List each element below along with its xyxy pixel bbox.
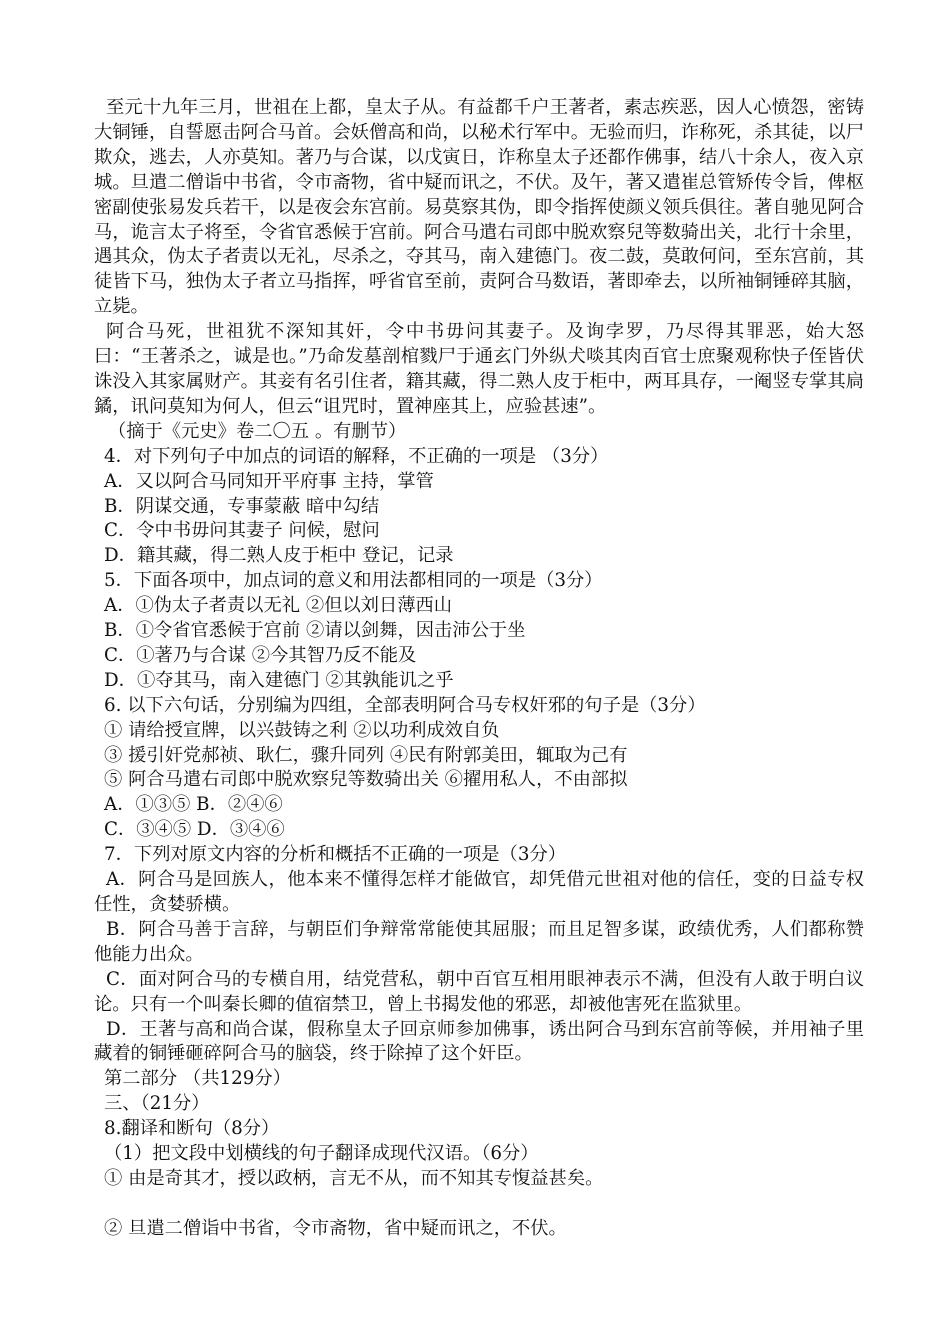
- q7-option-d: D．王著与高和尚合谋，假称皇太子回京师参加佛事，诱出阿合马到东宫前等候，并用袖子里藏着的铜锤砸碎阿合马的脑袋，终于除掉了这个奸臣。: [94, 1018, 864, 1065]
- q5-option-b: B．①令省官悉候于宫前 ②请以剑舞，因击沛公于坐: [104, 620, 526, 642]
- document-content: [94, 96, 864, 1242]
- part2-heading: 第二部分 （共129分）: [104, 1068, 291, 1090]
- q7-option-b: B．阿合马善于言辞，与朝臣们争辩常常能使其屈服；而且足智多谋，政绩优秀，人们都称赞他能力出众。: [94, 918, 864, 965]
- q8-part1-instruction: （1）把文段中划横线的句子翻译成现代汉语。（6分）: [104, 1143, 539, 1165]
- q6-options-cd: C．③④⑤ D．③④⑥: [104, 819, 285, 841]
- q7-stem: 7．下列对原文内容的分析和概括不正确的一项是（3分）: [104, 844, 567, 866]
- q4-option-d: D．籍其藏，得二熟人皮于柜中 登记，记录: [104, 545, 454, 567]
- q4-option-c: C．令中书毋问其妻子 问候，慰问: [104, 520, 380, 542]
- q5-stem: 5．下面各项中，加点词的意义和用法都相同的一项是（3分）: [104, 570, 603, 592]
- q5-option-d: D．①夺其马，南入建德门 ②其孰能讥之乎: [104, 669, 454, 691]
- q7-option-a: A．阿合马是回族人，他本来不懂得怎样才能做官，却凭借元世祖对他的信任，变的日益专权任性，贪婪骄横。: [94, 869, 864, 915]
- passage-source: （摘于《元史》卷二〇五 。有删节）: [108, 420, 407, 442]
- q6-sentences-row-2: ③ 援引奸党郝祯、耿仁，骤升同列 ④民有附郭美田，辄取为己有: [104, 744, 628, 766]
- q4-option-a: A．又以阿合马同知开平府事 主持，掌管: [104, 470, 434, 492]
- passage-paragraph-2: 阿合马死，世祖犹不深知其奸，令中书毋问其妻子。及询孛罗，乃尽得其罪恶，始大怒曰：“王著杀之，诚是也。”乃命发墓剖棺戮尸于通玄门外纵犬啖其肉百官士庶聚观称快子侄皆伏诛没入其家属财产。其妾有名引住者，籍其藏，得二熟人皮于柜中，两耳具存，一阉竖专掌其扃鐍，讯问莫知为何人，但云“诅咒时，置神座其上，应验甚速”。: [94, 321, 864, 417]
- q8-sentence-1: ① 由是奇其才，授以政柄，言无不从，而不知其专愎益甚矣。: [104, 1167, 604, 1189]
- q4-stem: 4．对下列句子中加点的词语的解释，不正确的一项是 （3分）: [104, 445, 609, 467]
- q7-option-c: C．面对阿合马的专横自用，结党营私，朝中百官互相用眼神表示不满，但没有人敢于明白议论。只有一个叫秦长卿的值宿禁卫，曾上书揭发他的邪恶，却被他害死在监狱里。: [94, 968, 864, 1015]
- section-three-heading: 三、（21分）: [104, 1093, 210, 1115]
- q5-option-c: C．①著乃与合谋 ②今其智乃反不能及: [104, 644, 417, 666]
- q6-stem: 6. 以下六句话，分别编为四组，全部表明阿合马专权奸邪的句子是（3分）: [104, 694, 706, 716]
- q6-sentences-row-1: ① 请给授宣牌，以兴鼓铸之利 ②以功利成效自负: [104, 719, 500, 741]
- q5-option-a: A．①伪太子者责以无礼 ②但以刘日薄西山: [104, 595, 453, 617]
- q8-sentence-2: ② 旦遣二僧诣中书省，令市斋物，省中疑而讯之，不伏。: [104, 1217, 567, 1239]
- answer-space: [94, 1192, 864, 1217]
- q8-heading: 8.翻译和断句（8分）: [104, 1118, 280, 1140]
- q6-sentences-row-3: ⑤ 阿合马遣右司郎中脱欢察兒等数骑出关 ⑥擢用私人，不由部拟: [104, 769, 628, 791]
- q6-options-ab: A．①③⑤ B．②④⑥: [104, 794, 283, 816]
- q4-option-b: B．阴谋交通，专事蒙蔽 暗中勾结: [104, 495, 380, 517]
- passage-paragraph-1: 至元十九年三月，世祖在上都，皇太子从。有益都千户王著者，素志疾恶，因人心愤怨，密铸大铜锤，自誓愿击阿合马首。会妖僧高和尚，以秘术行军中。无验而归，诈称死，杀其徒，以尸欺众，逃去，人亦莫知。著乃与合谋，以戊寅日，诈称皇太子还都作佛事，结八十余人，夜入京城。旦遣二僧诣中书省，令市斋物，省中疑而讯之，不伏。及午，著又遣崔总管矫传令旨，俾枢密副使张易发兵若干，以是夜会东宫前。易莫察其伪，即令指挥使颜义领兵俱往。著自驰见阿合马，诡言太子将至，令省官悉候于宫前。阿合马遣右司郎中脱欢察兒等数骑出关，北行十余里，遇其众，伪太子者责以无礼，尽杀之，夺其马，南入建德门。夜二鼓，莫敢何问，至东宫前，其徒皆下马，独伪太子者立马指挥，呼省官至前，责阿合马数语，著即牵去，以所袖铜锤碎其脑，立毙。: [94, 97, 864, 318]
